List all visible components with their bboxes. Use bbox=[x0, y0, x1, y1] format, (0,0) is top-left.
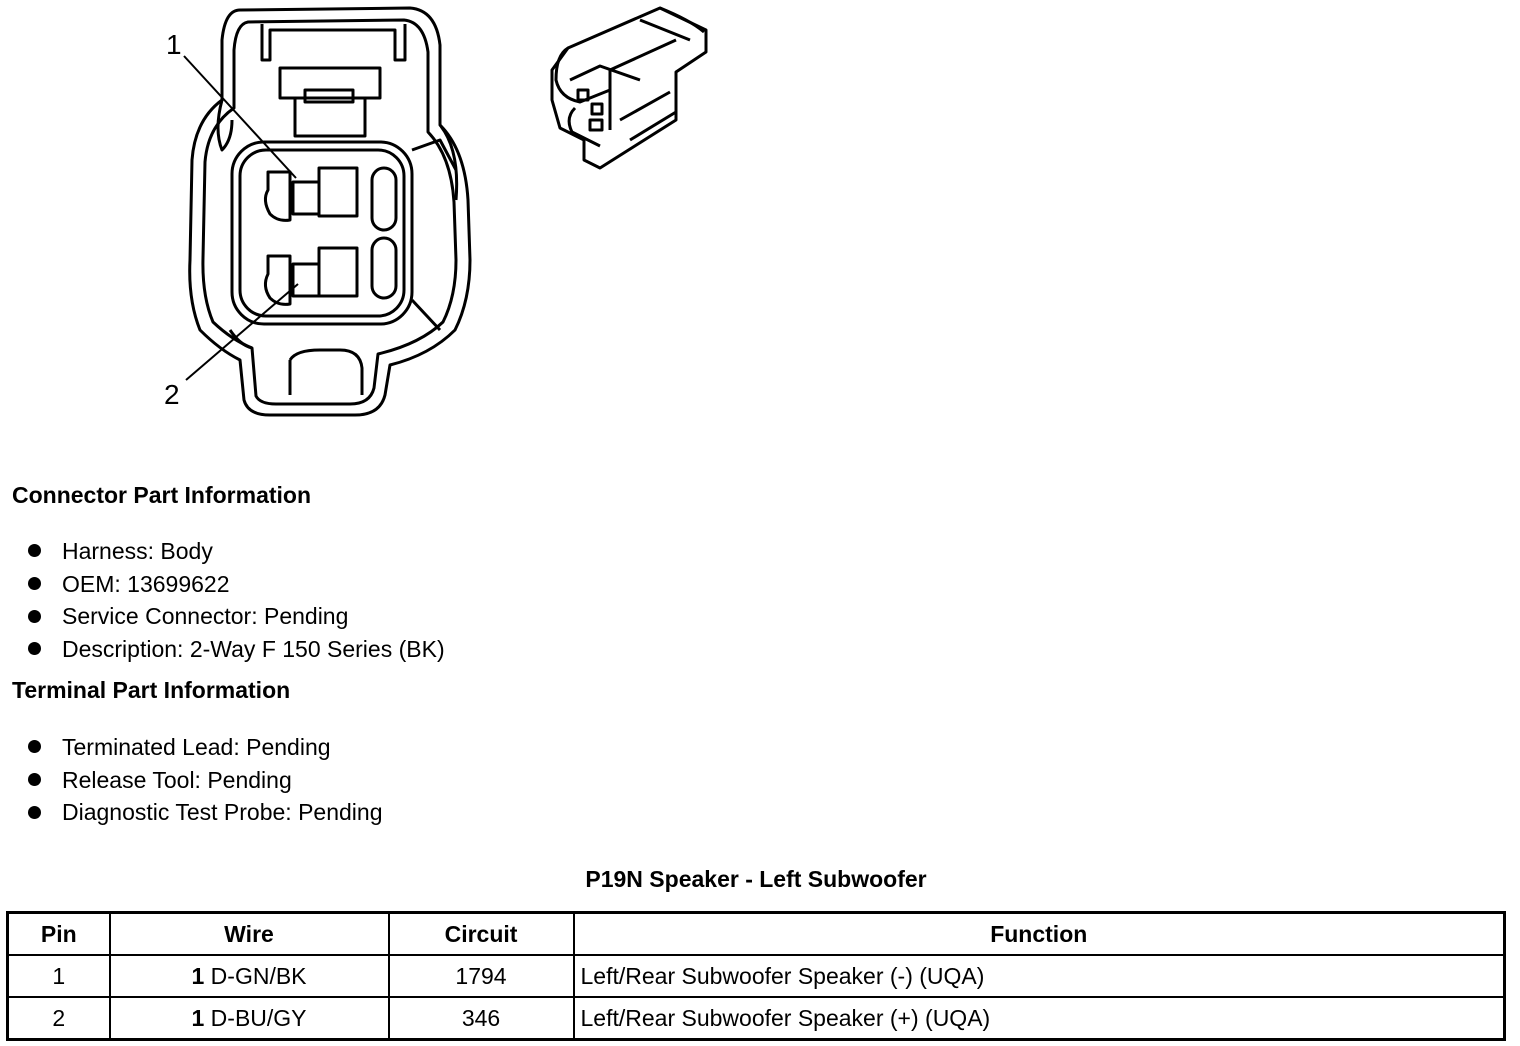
list-item: Description: 2-Way F 150 Series (BK) bbox=[28, 633, 445, 666]
circuit-cell: 1794 bbox=[389, 955, 574, 997]
pin-cell: 1 bbox=[8, 955, 110, 997]
wire-cell bbox=[110, 997, 389, 1040]
list-item: Harness: Body bbox=[28, 535, 445, 568]
callout-pin-1: 1 bbox=[166, 29, 182, 60]
list-item: OEM: 13699622 bbox=[28, 568, 445, 601]
callout-pin-2: 2 bbox=[164, 379, 180, 410]
connector-part-list bbox=[28, 535, 445, 666]
connector-isometric-diagram bbox=[540, 0, 720, 180]
bullet-icon bbox=[28, 773, 41, 786]
list-item: Terminated Lead: Pending bbox=[28, 731, 383, 764]
list-item: Service Connector: Pending bbox=[28, 600, 445, 633]
column-header-wire: Wire bbox=[110, 913, 389, 956]
table-row bbox=[8, 955, 1505, 997]
pinout-table bbox=[6, 911, 1506, 1041]
terminal-part-heading: Terminal Part Information bbox=[12, 677, 291, 703]
connector-part-heading: Connector Part Information bbox=[12, 482, 312, 508]
terminal-part-list bbox=[28, 731, 383, 829]
wire-gauge: 1 bbox=[191, 962, 205, 989]
function-cell: Left/Rear Subwoofer Speaker (-) (UQA) bbox=[574, 955, 1505, 997]
column-header-pin: Pin bbox=[8, 913, 110, 956]
table-header-row bbox=[8, 913, 1505, 956]
column-header-circuit: Circuit bbox=[389, 913, 574, 956]
function-cell: Left/Rear Subwoofer Speaker (+) (UQA) bbox=[574, 997, 1505, 1040]
bullet-icon bbox=[28, 740, 41, 753]
bullet-icon bbox=[28, 642, 41, 655]
list-item: Release Tool: Pending bbox=[28, 764, 383, 797]
bullet-icon bbox=[28, 544, 41, 557]
wire-cell bbox=[110, 955, 389, 997]
pin-cell: 2 bbox=[8, 997, 110, 1040]
connector-face-diagram bbox=[150, 0, 490, 430]
wire-color: D-BU/GY bbox=[210, 1004, 307, 1031]
wire-gauge: 1 bbox=[191, 1004, 205, 1031]
circuit-cell: 346 bbox=[389, 997, 574, 1040]
list-item: Diagnostic Test Probe: Pending bbox=[28, 796, 383, 829]
bullet-icon bbox=[28, 806, 41, 819]
bullet-icon bbox=[28, 610, 41, 623]
table-row bbox=[8, 997, 1505, 1040]
table-title: P19N Speaker - Left Subwoofer bbox=[585, 866, 927, 892]
wire-color: D-GN/BK bbox=[210, 962, 307, 989]
bullet-icon bbox=[28, 577, 41, 590]
column-header-function: Function bbox=[574, 913, 1505, 956]
